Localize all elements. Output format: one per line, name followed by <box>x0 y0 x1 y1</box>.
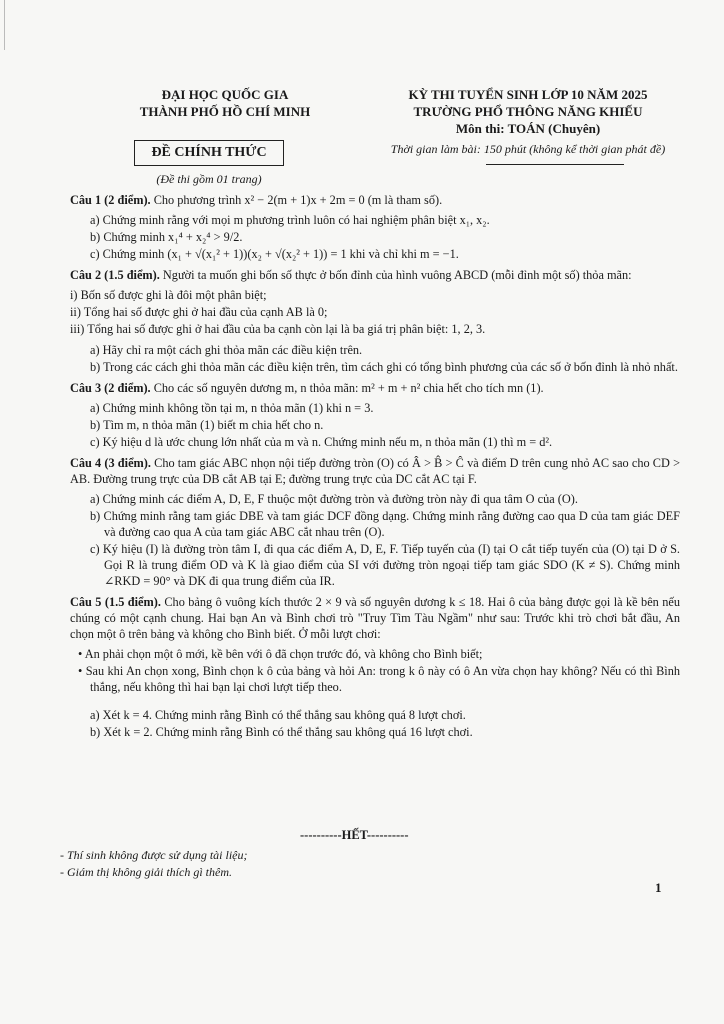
question-1-text: Cho phương trình x² − 2(m + 1)x + 2m = 0 (m là tham số). <box>153 193 443 207</box>
list-item: a) Xét k = 4. Chứng minh rằng Bình có thể thắng sau không quá 8 lượt chơi. <box>90 708 466 722</box>
end-marker: ----------HẾT---------- <box>300 828 409 842</box>
page-number: 1 <box>655 880 662 895</box>
question-4-title: Câu 4 (3 điểm). <box>70 456 151 470</box>
list-item: a) Chứng minh rằng với mọi m phương trình luôn có hai nghiệm phân biệt x₁, x₂. <box>90 213 490 227</box>
question-5 <box>70 594 680 642</box>
question-3-text: Cho các số nguyên dương m, n thỏa mãn: m² + m + n² chia hết cho tích mn (1). <box>153 381 544 395</box>
note-line: - Giám thị không giải thích gì thêm. <box>60 865 232 879</box>
question-5-rules <box>70 646 680 695</box>
exam-subject: Môn thi: TOÁN (Chuyên) <box>455 121 601 136</box>
list-item: c) Ký hiệu d là ước chung lớn nhất của m và n. Chứng minh nếu m, n thỏa mãn (1) thì m = d². <box>90 435 553 449</box>
question-2 <box>70 267 680 283</box>
exam-duration: Thời gian làm bài: 150 phút (không kể thời gian phát đề) <box>390 142 666 156</box>
question-2-conditions <box>70 287 680 337</box>
list-item: b) Chứng minh rằng tam giác DBE và tam giác DCF đồng dạng. Chứng minh rằng đường cao qua D của tam giác DEF và đường cao qua A của tam giác ABC cắt nhau trên (O). <box>90 509 680 539</box>
question-3-items <box>70 400 680 450</box>
question-4-text: Cho tam giác ABC nhọn nội tiếp đường tròn (O) có Â > B̂ > Ĉ và điểm D trên cung nhỏ AC sao cho CD > AB. Đường trung trực của DB cắt AB tại E; đường trung trực của DC cắt AC tại F. <box>70 456 681 486</box>
list-item: • Sau khi An chọn xong, Bình chọn k ô của bảng và hỏi An: trong k ô này có ô An vừa chọn hay không? Nếu có thì Bình thắng, nếu không thì hai bạn lại chơi lượt tiếp theo. <box>78 664 680 694</box>
question-5-text: Cho bảng ô vuông kích thước 2 × 9 và số nguyên dương k ≤ 18. Hai ô của bảng được gọi là kề bên nếu chúng có một cạnh chung. Hai bạn An và Bình chơi trò "Truy Tìm Tàu Ngầm" như sau: Trước khi trò chơi bắt đầu, An chọn một ô trên bảng và không cho Bình biết. Ở mỗi lượt chơi: <box>70 595 680 641</box>
official-exam-badge: ĐỀ CHÍNH THỨC <box>134 140 284 166</box>
question-2-text: Người ta muốn ghi bốn số thực ở bốn đỉnh của hình vuông ABCD (mỗi đỉnh một số) thỏa mãn: <box>162 268 632 282</box>
exam-notes <box>60 847 247 881</box>
list-item: c) Ký hiệu (I) là đường tròn tâm I, đi qua các điểm A, D, E, F. Tiếp tuyến của (I) tại O cắt tiếp tuyến của (O) tại D ở S. Gọi R là trung điểm OD và K là giao điểm của SI với đường tròn ngoại tiếp tam giác SDO (K ≠ S). Chứng minh ∠RKD = 90° và DK đi qua trung điểm của IR. <box>90 542 680 588</box>
header-underline <box>486 164 624 165</box>
exam-title: KỲ THI TUYỂN SINH LỚP 10 NĂM 2025 <box>408 87 648 102</box>
issuer-line-2: THÀNH PHỐ HỒ CHÍ MINH <box>139 104 311 119</box>
list-item: b) Tìm m, n thỏa mãn (1) biết m chia hết cho n. <box>90 418 324 432</box>
list-item: ii) Tổng hai số được ghi ở hai đầu của cạnh AB là 0; <box>70 305 328 319</box>
question-4-items <box>70 491 680 589</box>
list-item: • An phải chọn một ô mới, kề bên với ô đã chọn trước đó, và không cho Bình biết; <box>78 647 483 661</box>
list-item: a) Chứng minh các điểm A, D, E, F thuộc một đường tròn và đường tròn này đi qua tâm O của (O). <box>90 492 578 506</box>
list-item: iii) Tổng hai số được ghi ở hai đầu của ba cạnh còn lại là ba giá trị phân biệt: 1, 2, 3. <box>70 322 486 336</box>
question-4 <box>70 455 680 487</box>
list-item: b) Chứng minh x₁⁴ + x₂⁴ > 9/2. <box>90 230 243 244</box>
question-2-items <box>70 342 680 375</box>
question-2-title: Câu 2 (1.5 điểm). <box>70 268 160 282</box>
list-item: a) Hãy chỉ ra một cách ghi thỏa mãn các điều kiện trên. <box>90 343 363 357</box>
question-5-title: Câu 5 (1.5 điểm). <box>70 595 161 609</box>
exam-content <box>70 192 680 745</box>
exam-header <box>378 86 678 158</box>
list-item: b) Xét k = 2. Chứng minh rằng Bình có thể thắng sau không quá 16 lượt chơi. <box>90 725 473 739</box>
question-1 <box>70 192 680 208</box>
question-1-title: Câu 1 (2 điểm). <box>70 193 151 207</box>
list-item: a) Chứng minh không tồn tại m, n thỏa mãn (1) khi n = 3. <box>90 401 374 415</box>
question-1-items <box>70 212 680 262</box>
scan-edge-line <box>4 0 5 50</box>
list-item: c) Chứng minh (x₁ + √(x₁² + 1))(x₂ + √(x₂² + 1)) = 1 khi và chỉ khi m = −1. <box>90 247 459 261</box>
list-item: b) Trong các cách ghi thỏa mãn các điều kiện trên, tìm cách ghi có tổng bình phương của các số ở bốn đỉnh là nhỏ nhất. <box>90 360 678 374</box>
note-line: - Thí sinh không được sử dụng tài liệu; <box>60 848 248 862</box>
issuer-header <box>100 86 350 120</box>
question-3-title: Câu 3 (2 điểm). <box>70 381 151 395</box>
question-5-items <box>70 707 680 740</box>
school-name: TRƯỜNG PHỔ THÔNG NĂNG KHIẾU <box>413 104 643 119</box>
pages-note: (Đề thi gồm 01 trang) <box>156 172 262 186</box>
issuer-line-1: ĐẠI HỌC QUỐC GIA <box>161 87 289 102</box>
list-item: i) Bốn số được ghi là đôi một phân biệt; <box>70 288 267 302</box>
question-3 <box>70 380 680 396</box>
